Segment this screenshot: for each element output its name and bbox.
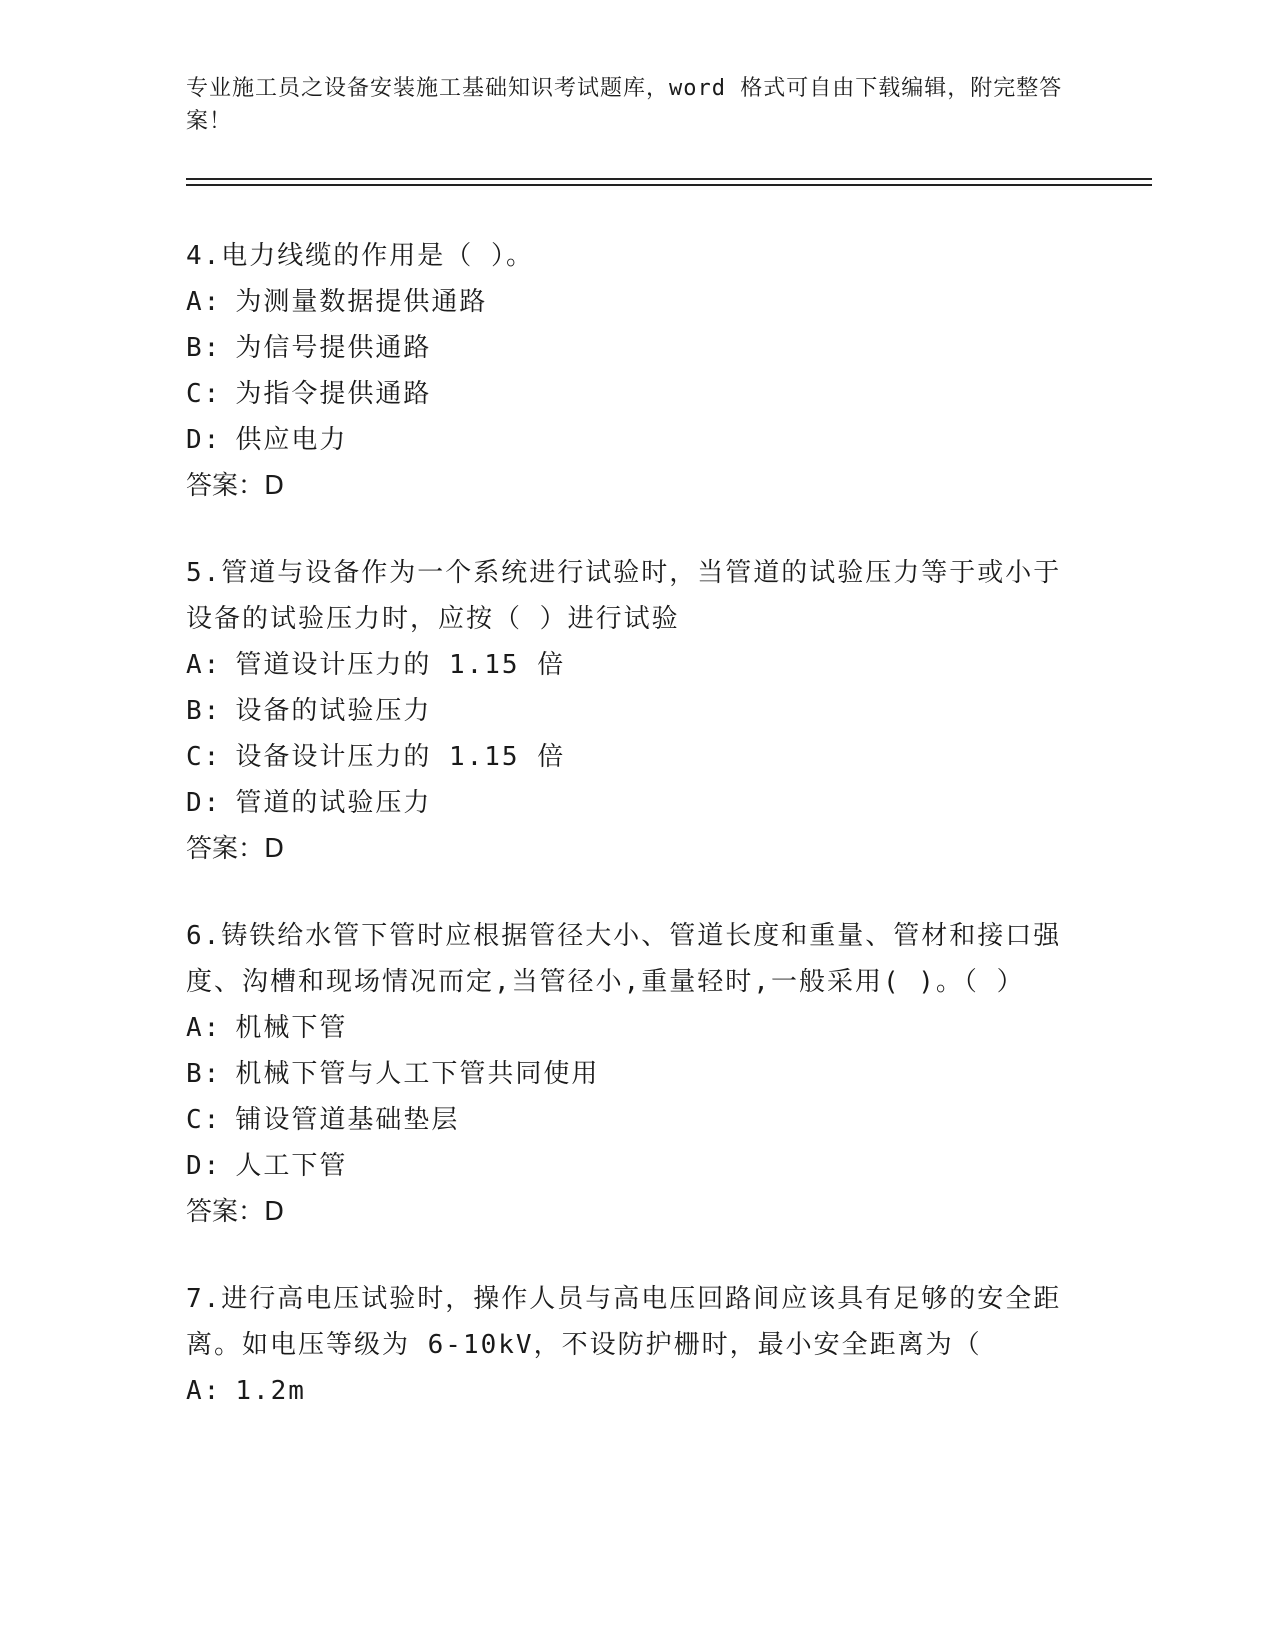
option-text: 人工下管 bbox=[235, 1151, 348, 1181]
option-text: 为指令提供通路 bbox=[235, 379, 432, 409]
option-letter: D: bbox=[186, 788, 222, 818]
option-d bbox=[186, 417, 1066, 463]
option-c bbox=[186, 1097, 1066, 1143]
document-header: 专业施工员之设备安装施工基础知识考试题库，word 格式可自由下载编辑，附完整答案！ bbox=[186, 76, 1063, 134]
option-b bbox=[186, 1051, 1066, 1097]
question-stem: 4.电力线缆的作用是（ ）。 bbox=[186, 241, 534, 271]
option-text: 设备设计压力的 1.15 倍 bbox=[235, 742, 566, 772]
option-a bbox=[186, 279, 1066, 325]
option-letter: A: bbox=[186, 1013, 222, 1043]
option-b bbox=[186, 325, 1066, 371]
option-letter: D: bbox=[186, 1151, 222, 1181]
option-text: 为测量数据提供通路 bbox=[235, 287, 488, 317]
option-b bbox=[186, 688, 1066, 734]
option-text: 铺设管道基础垫层 bbox=[235, 1105, 460, 1135]
option-d bbox=[186, 780, 1066, 826]
question-list bbox=[186, 233, 1066, 1455]
question-7 bbox=[186, 1276, 1066, 1414]
question-stem: 5.管道与设备作为一个系统进行试验时，当管道的试验压力等于或小于设备的试验压力时，应按（ ）进行试验 bbox=[186, 558, 1062, 634]
option-d bbox=[186, 1143, 1066, 1189]
question-4 bbox=[186, 233, 1066, 509]
option-letter: B: bbox=[186, 333, 222, 363]
question-6 bbox=[186, 913, 1066, 1235]
option-text: 设备的试验压力 bbox=[235, 696, 432, 726]
question-stem: 6.铸铁给水管下管时应根据管径大小、管道长度和重量、管材和接口强度、沟槽和现场情况而定,当管径小,重量轻时,一般采用( )。（ ） bbox=[186, 921, 1062, 997]
option-a bbox=[186, 1005, 1066, 1051]
option-text: 机械下管与人工下管共同使用 bbox=[235, 1059, 600, 1089]
question-stem: 7.进行高电压试验时，操作人员与高电压回路间应该具有足够的安全距离。如电压等级为 6-10kV，不设防护栅时，最小安全距离为（ bbox=[186, 1284, 1062, 1360]
question-5 bbox=[186, 550, 1066, 872]
option-letter: C: bbox=[186, 742, 222, 772]
option-a bbox=[186, 1368, 1066, 1414]
header-divider-bottom bbox=[186, 184, 1152, 186]
option-a bbox=[186, 642, 1066, 688]
option-c bbox=[186, 371, 1066, 417]
option-letter: A: bbox=[186, 650, 222, 680]
option-c bbox=[186, 734, 1066, 780]
option-text: 供应电力 bbox=[235, 425, 348, 455]
option-letter: C: bbox=[186, 379, 222, 409]
option-text: 机械下管 bbox=[235, 1013, 348, 1043]
option-letter: C: bbox=[186, 1105, 222, 1135]
answer-line: 答案：D bbox=[186, 834, 285, 864]
option-letter: A: bbox=[186, 1376, 222, 1406]
answer-line: 答案：D bbox=[186, 471, 285, 501]
option-letter: B: bbox=[186, 1059, 222, 1089]
option-letter: A: bbox=[186, 287, 222, 317]
header-divider-top bbox=[186, 178, 1152, 180]
option-text: 管道设计压力的 1.15 倍 bbox=[235, 650, 566, 680]
option-text: 1.2m bbox=[235, 1376, 306, 1406]
option-text: 为信号提供通路 bbox=[235, 333, 432, 363]
answer-line: 答案：D bbox=[186, 1197, 285, 1227]
option-letter: B: bbox=[186, 696, 222, 726]
option-text: 管道的试验压力 bbox=[235, 788, 432, 818]
option-letter: D: bbox=[186, 425, 222, 455]
